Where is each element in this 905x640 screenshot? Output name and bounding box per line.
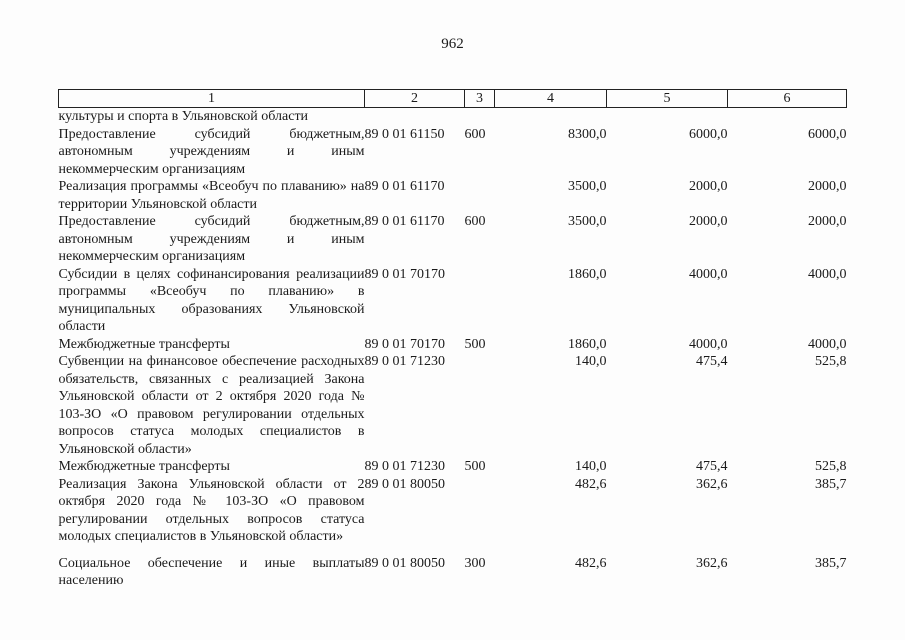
- row-code: [365, 108, 465, 126]
- row-name: Реализация Закона Ульяновской области от 2 октября 2020 года № 103-ЗО «О правовом регулировании отдельных вопросов статуса молодых специалистов в Ульяновской области»: [58, 476, 365, 544]
- row-value-col5: 4000,0: [689, 266, 728, 282]
- row-name: Субвенции на финансовое обеспечение расходных обязательств, связанных с реализацией Закона Ульяновской области от 2 октября 2020 года № 103-ЗО «О правовом регулировании отдельных вопросов статуса молодых специалистов в Ульяновской области»: [58, 354, 365, 457]
- row-name: культуры и спорта в Ульяновской области: [58, 109, 309, 124]
- row-value-col6: 2000,0: [808, 214, 847, 229]
- row-type: [465, 266, 495, 336]
- header-col-6: 6: [728, 90, 847, 108]
- row-value-col4: 3500,0: [568, 214, 607, 229]
- row-code: 89 0 01 80050: [364, 555, 445, 571]
- header-col-3: 3: [465, 90, 495, 108]
- row-code: 89 0 01 70170: [364, 336, 445, 352]
- table-row: [59, 353, 847, 458]
- row-type: 500: [464, 336, 486, 352]
- row-value-col4: 482,6: [575, 476, 607, 492]
- row-value-col5: 2000,0: [689, 214, 728, 229]
- row-type: [465, 108, 495, 126]
- row-value-col5: 362,6: [696, 555, 728, 571]
- row-type: [465, 353, 495, 458]
- row-value-col6: 385,7: [815, 476, 847, 492]
- row-code: 89 0 01 61170: [364, 179, 445, 194]
- row-type: [465, 476, 495, 546]
- row-code: 89 0 01 71230: [364, 459, 445, 474]
- row-value-col5: 6000,0: [689, 126, 728, 142]
- row-type: 500: [464, 459, 486, 474]
- row-type: 300: [464, 555, 486, 571]
- table-body: [59, 108, 847, 590]
- row-value-col6: 525,8: [815, 459, 847, 474]
- row-value-col5: [607, 108, 728, 126]
- row-name: Предоставление субсидий бюджетным, автономным учреждениям и иным некоммерческим организациям: [58, 126, 365, 177]
- row-value-col5: 475,4: [696, 354, 728, 369]
- row-value-col4: 1860,0: [568, 266, 607, 282]
- row-name: Субсидии в целях софинансирования реализации программы «Всеобуч по плаванию» в муниципальных образованиях Ульяновской области: [58, 266, 365, 334]
- row-name: Межбюджетные трансферты: [58, 336, 230, 352]
- row-name: Межбюджетные трансферты: [58, 459, 230, 474]
- table-row: [59, 108, 847, 126]
- row-code: 89 0 01 61170: [364, 214, 445, 229]
- page-number: 962: [441, 36, 464, 52]
- row-type: 600: [464, 214, 486, 229]
- row-value-col4: 140,0: [575, 459, 607, 474]
- row-value-col6: 525,8: [815, 354, 847, 369]
- budget-table: [58, 89, 847, 590]
- row-value-col6: 6000,0: [808, 126, 847, 142]
- table-row: [59, 178, 847, 213]
- header-col-5: 5: [607, 90, 728, 108]
- table-row: [59, 126, 847, 179]
- row-type: 600: [464, 126, 486, 142]
- table-row: [59, 458, 847, 476]
- row-value-col6: [728, 108, 847, 126]
- row-value-col4: [495, 108, 607, 126]
- row-value-col6: 4000,0: [808, 336, 847, 352]
- row-value-col6: 4000,0: [808, 266, 847, 282]
- row-value-col5: 475,4: [696, 459, 728, 474]
- row-value-col5: 362,6: [696, 476, 728, 492]
- row-value-col4: 482,6: [575, 555, 607, 571]
- table-row: [59, 266, 847, 336]
- row-value-col4: 3500,0: [568, 179, 607, 194]
- row-value-col6: 2000,0: [808, 179, 847, 194]
- header-col-2: 2: [365, 90, 465, 108]
- row-value-col4: 140,0: [575, 354, 607, 369]
- row-name: Социальное обеспечение и иные выплаты населению: [58, 555, 365, 588]
- table-header: [59, 90, 847, 108]
- row-name: Предоставление субсидий бюджетным, автономным учреждениям и иным некоммерческим организациям: [58, 214, 365, 264]
- table-row: [59, 546, 847, 590]
- table-row: [59, 476, 847, 546]
- row-name: Реализация программы «Всеобуч по плаванию» на территории Ульяновской области: [58, 179, 365, 212]
- table-row: [59, 336, 847, 354]
- row-type: [465, 178, 495, 213]
- row-value-col4: 8300,0: [568, 126, 607, 142]
- header-col-4: 4: [495, 90, 607, 108]
- header-col-1: 1: [59, 90, 365, 108]
- table-row: [59, 213, 847, 266]
- row-code: 89 0 01 80050: [364, 476, 445, 492]
- row-value-col5: 2000,0: [689, 179, 728, 194]
- row-value-col6: 385,7: [815, 555, 847, 571]
- row-code: 89 0 01 71230: [364, 354, 445, 369]
- row-value-col4: 1860,0: [568, 336, 607, 352]
- row-code: 89 0 01 70170: [364, 266, 445, 282]
- header-row: [59, 90, 847, 108]
- row-code: 89 0 01 61150: [364, 126, 445, 142]
- row-value-col5: 4000,0: [689, 336, 728, 352]
